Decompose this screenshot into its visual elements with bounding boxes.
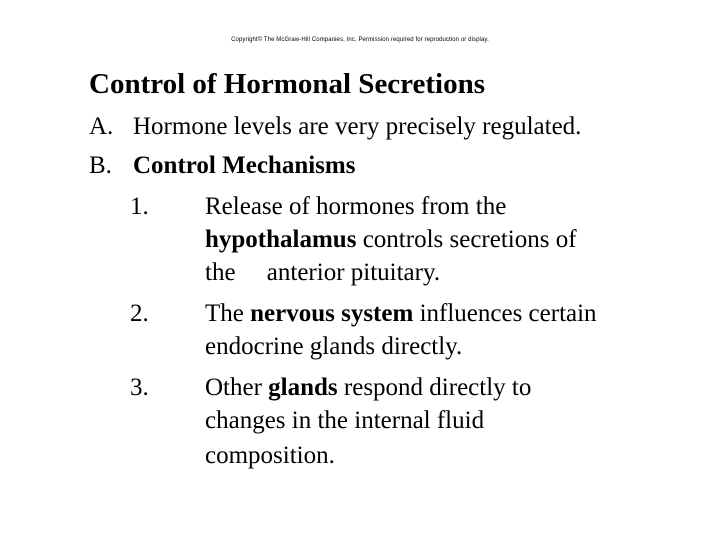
- sub-item-1-line-2-text: controls secretions of: [356, 226, 577, 253]
- sub-item-1-line-1: Release of hormones from the: [205, 193, 507, 220]
- outline-text-b: Control Mechanisms: [133, 152, 356, 179]
- sub-item-2-line-1-post: influences certain: [413, 300, 597, 327]
- sub-item-1-line-2: [205, 224, 577, 256]
- sub-item-3-line-1-pre: Other: [205, 374, 269, 401]
- sub-item-2-line-1: [205, 298, 597, 330]
- outline-item-a: [89, 111, 582, 143]
- outline-marker-a: A.: [89, 113, 114, 140]
- sub-item-3-line-2: changes in the internal fluid: [205, 407, 485, 434]
- slide-title: Control of Hormonal Secretions: [89, 68, 486, 100]
- outline-marker-b: B.: [89, 152, 112, 179]
- copyright-notice: Copyright© The McGraw-Hill Companies, Inc. Permission required for reproduction or display.: [231, 37, 489, 43]
- term-hypothalamus: hypothalamus: [205, 226, 357, 253]
- sub-item-3-line-1: [205, 372, 531, 404]
- sub-item-3-line-1-post: respond directly to: [337, 374, 532, 401]
- sub-item-1-line-3: the anterior pituitary.: [205, 259, 441, 286]
- outline-text-a: Hormone levels are very precisely regulated.: [133, 113, 582, 140]
- outline-item-b: [89, 150, 356, 182]
- sub-item-2-line-2: endocrine glands directly.: [205, 333, 463, 360]
- term-glands: glands: [268, 374, 338, 401]
- term-nervous-system: nervous system: [250, 300, 414, 327]
- sub-marker-1: 1.: [130, 193, 149, 220]
- sub-item-2-line-1-pre: The: [205, 300, 251, 327]
- sub-item-3-line-3: composition.: [205, 442, 335, 469]
- sub-marker-2: 2.: [130, 300, 149, 327]
- sub-marker-3: 3.: [130, 374, 149, 401]
